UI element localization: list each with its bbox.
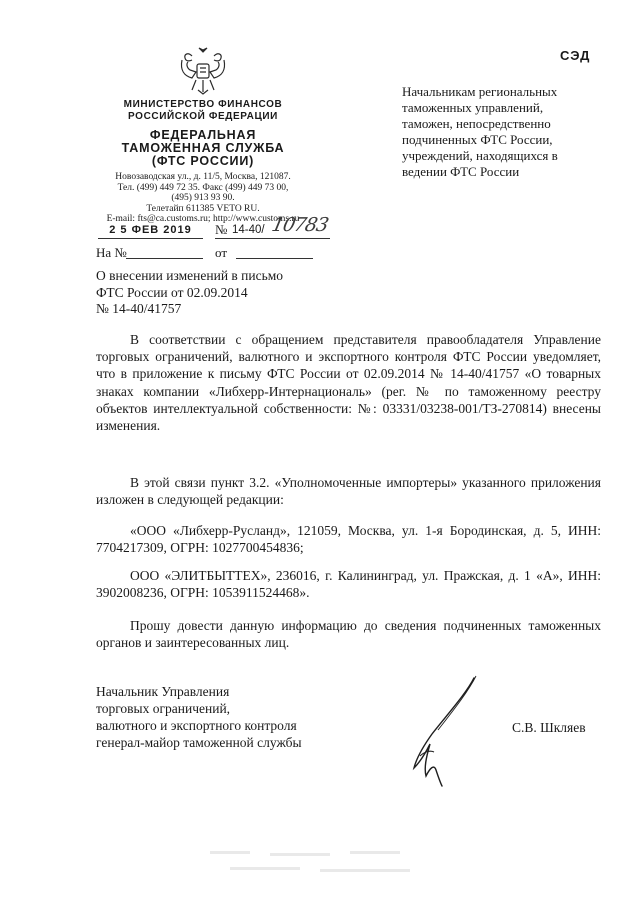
body-paragraph-2: В этой связи пункт 3.2. «Уполномоченные импортеры» указанного приложения изложен в следующей редакции:: [96, 475, 601, 508]
signer-title-line-3: валютного и экспортного контроля: [96, 718, 297, 733]
address-line-4: Телетайп 611385 VETO RU.: [146, 203, 260, 214]
body-paragraph-1: В соответствии с обращением представителя правообладателя Управление торговых ограничений, валютного и экспортного контроля ФТС России уведомляет, что в приложение к письму ФТС России от 02.09.2014 № 14-40/41757 «О товарных знаках компании «Либхерр-Интернациональ» (рег. № по таможенному реестру объектов интеллектуальной собственности: №: 03331/03238-001/ТЗ-270814) внесены изменения.: [96, 332, 601, 434]
signer-title-line-1: Начальник Управления: [96, 684, 230, 699]
registration-number-printed: 14-40/: [232, 224, 265, 236]
body-paragraph-3: «ООО «Либхерр-Русланд», 121059, Москва, ул. 1-я Бородинская, д. 5, ИНН: 7704217309, ОГРН: 1027700454836;: [96, 523, 601, 556]
service-line-1: ФЕДЕРАЛЬНАЯ: [149, 128, 257, 142]
subject-line-2: ФТС России от 02.09.2014: [96, 284, 248, 300]
from-blank: [236, 258, 313, 259]
signer-title-block: [96, 683, 302, 751]
addressee-line-1: Начальникам региональных: [402, 84, 558, 99]
faint-stamp-mark-icon: [200, 845, 460, 885]
addressee-line-4: подчиненных ФТС России,: [402, 132, 553, 147]
service-line-2: ТАМОЖЕННАЯ СЛУЖБА: [121, 141, 285, 155]
handwritten-signature-icon: [396, 672, 516, 792]
service-name: [88, 129, 318, 168]
body-paragraph-5: Прошу довести данную информацию до сведения подчиненных таможенных органов и заинтересованных лиц.: [96, 618, 601, 651]
ministry-name: [88, 99, 318, 123]
address-line-2: Тел. (499) 449 72 35. Факс (499) 449 73 00,: [117, 182, 289, 193]
addressee-line-3: таможен, непосредственно: [402, 116, 551, 131]
service-line-3: (ФТС РОССИИ): [151, 154, 255, 168]
registration-number-underline: [215, 238, 330, 239]
reply-to-label: На №: [96, 245, 127, 260]
registration-number-label: №: [215, 222, 228, 237]
addressee-block: [402, 84, 602, 180]
system-mark: СЭД: [560, 48, 591, 63]
body-paragraph-4: ООО «ЭЛИТБЫТТЕХ», 236016, г. Калининград, ул. Пражская, д. 1 «А», ИНН: 3902008236, ОГРН: 1053911524468».: [96, 568, 601, 601]
signer-name: С.В. Шкляев: [512, 720, 586, 735]
subject-line-3: № 14-40/41757: [96, 301, 182, 316]
address-line-3: (495) 913 93 90.: [171, 193, 235, 203]
subject-block: [96, 268, 316, 318]
address-line-5: E-mail: fts@ca.customs.ru; http://www.customs.ru: [106, 214, 300, 224]
addressee-line-2: таможенных управлений,: [402, 100, 544, 115]
addressee-line-5: учреждений, находящихся в: [402, 148, 558, 163]
signer-title-line-4: генерал-майор таможенной службы: [96, 735, 302, 750]
registration-number-handwritten: 10783: [269, 214, 330, 236]
registration-date: 2 5 ФЕВ 2019: [98, 224, 203, 239]
from-label: от: [215, 245, 228, 260]
ministry-line-2: РОССИЙСКОЙ ФЕДЕРАЦИИ: [128, 111, 278, 122]
reply-to-blank: [126, 258, 203, 259]
ministry-line-1: МИНИСТЕРСТВО ФИНАНСОВ: [123, 99, 283, 110]
address-line-1: Новозаводская ул., д. 11/5, Москва, 121087.: [115, 172, 291, 182]
coat-of-arms-emblem-icon: [178, 46, 228, 98]
signer-title-line-2: торговых ограничений,: [96, 701, 231, 716]
subject-line-1: О внесении изменений в письмо: [96, 268, 284, 283]
addressee-line-6: ведении ФТС России: [402, 164, 520, 179]
